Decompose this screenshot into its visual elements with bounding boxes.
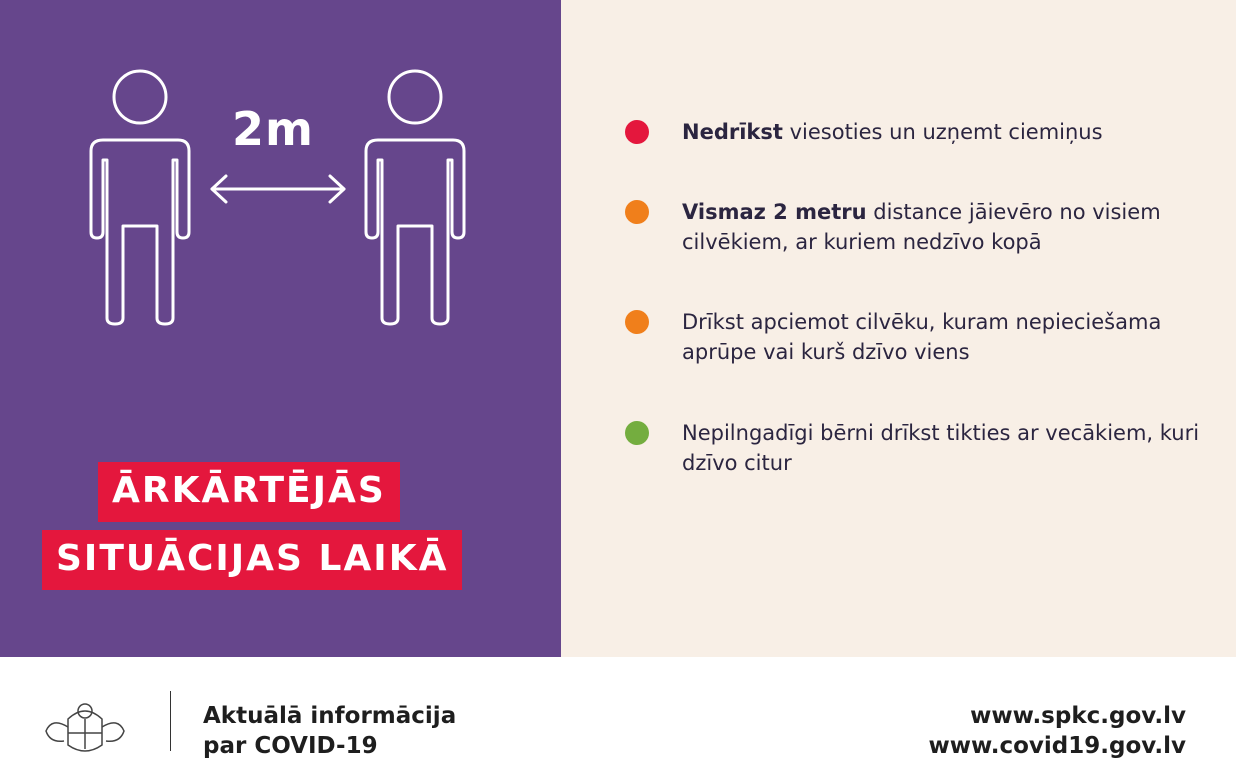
- orange-dot-icon: [625, 310, 649, 334]
- rule-text: Nepilngadīgi bērni drīkst tikties ar vecākiem, kuri dzīvo citur: [682, 421, 1200, 475]
- footer-links: [928, 701, 1186, 761]
- link-spkc[interactable]: www.spkc.gov.lv: [970, 703, 1186, 729]
- title-line-2: SITUĀCIJAS LAIKĀ: [42, 530, 462, 590]
- title-line-1: ĀRKĀRTĒJĀS: [98, 462, 400, 522]
- footer-info: [203, 701, 456, 761]
- footer-info-line2: par COVID-19: [203, 733, 378, 759]
- green-dot-icon: [625, 421, 649, 445]
- distance-illustration: [0, 0, 561, 400]
- footer-info-line1: Aktuālā informācija: [203, 703, 457, 729]
- rule-text: Drīkst apciemot cilvēku, kuram nepieciešama aprūpe vai kurš dzīvo viens: [682, 310, 1162, 364]
- orange-dot-icon: [625, 200, 649, 224]
- coat-of-arms-icon: [38, 697, 133, 757]
- red-dot-icon: [625, 120, 649, 144]
- link-covid19[interactable]: www.covid19.gov.lv: [928, 733, 1186, 759]
- rule-text: Vismaz 2 metru distance jāievēro no visiem cilvēkiem, ar kuriem nedzīvo kopā: [682, 200, 1161, 254]
- distance-label: 2m: [232, 102, 314, 156]
- footer: [0, 657, 1236, 759]
- person-icon: [366, 71, 464, 324]
- footer-divider: [170, 691, 171, 751]
- rule-text: Nedrīkst viesoties un uzņemt ciemiņus: [682, 120, 1103, 144]
- double-arrow-icon: [212, 176, 344, 202]
- person-icon: [91, 71, 189, 324]
